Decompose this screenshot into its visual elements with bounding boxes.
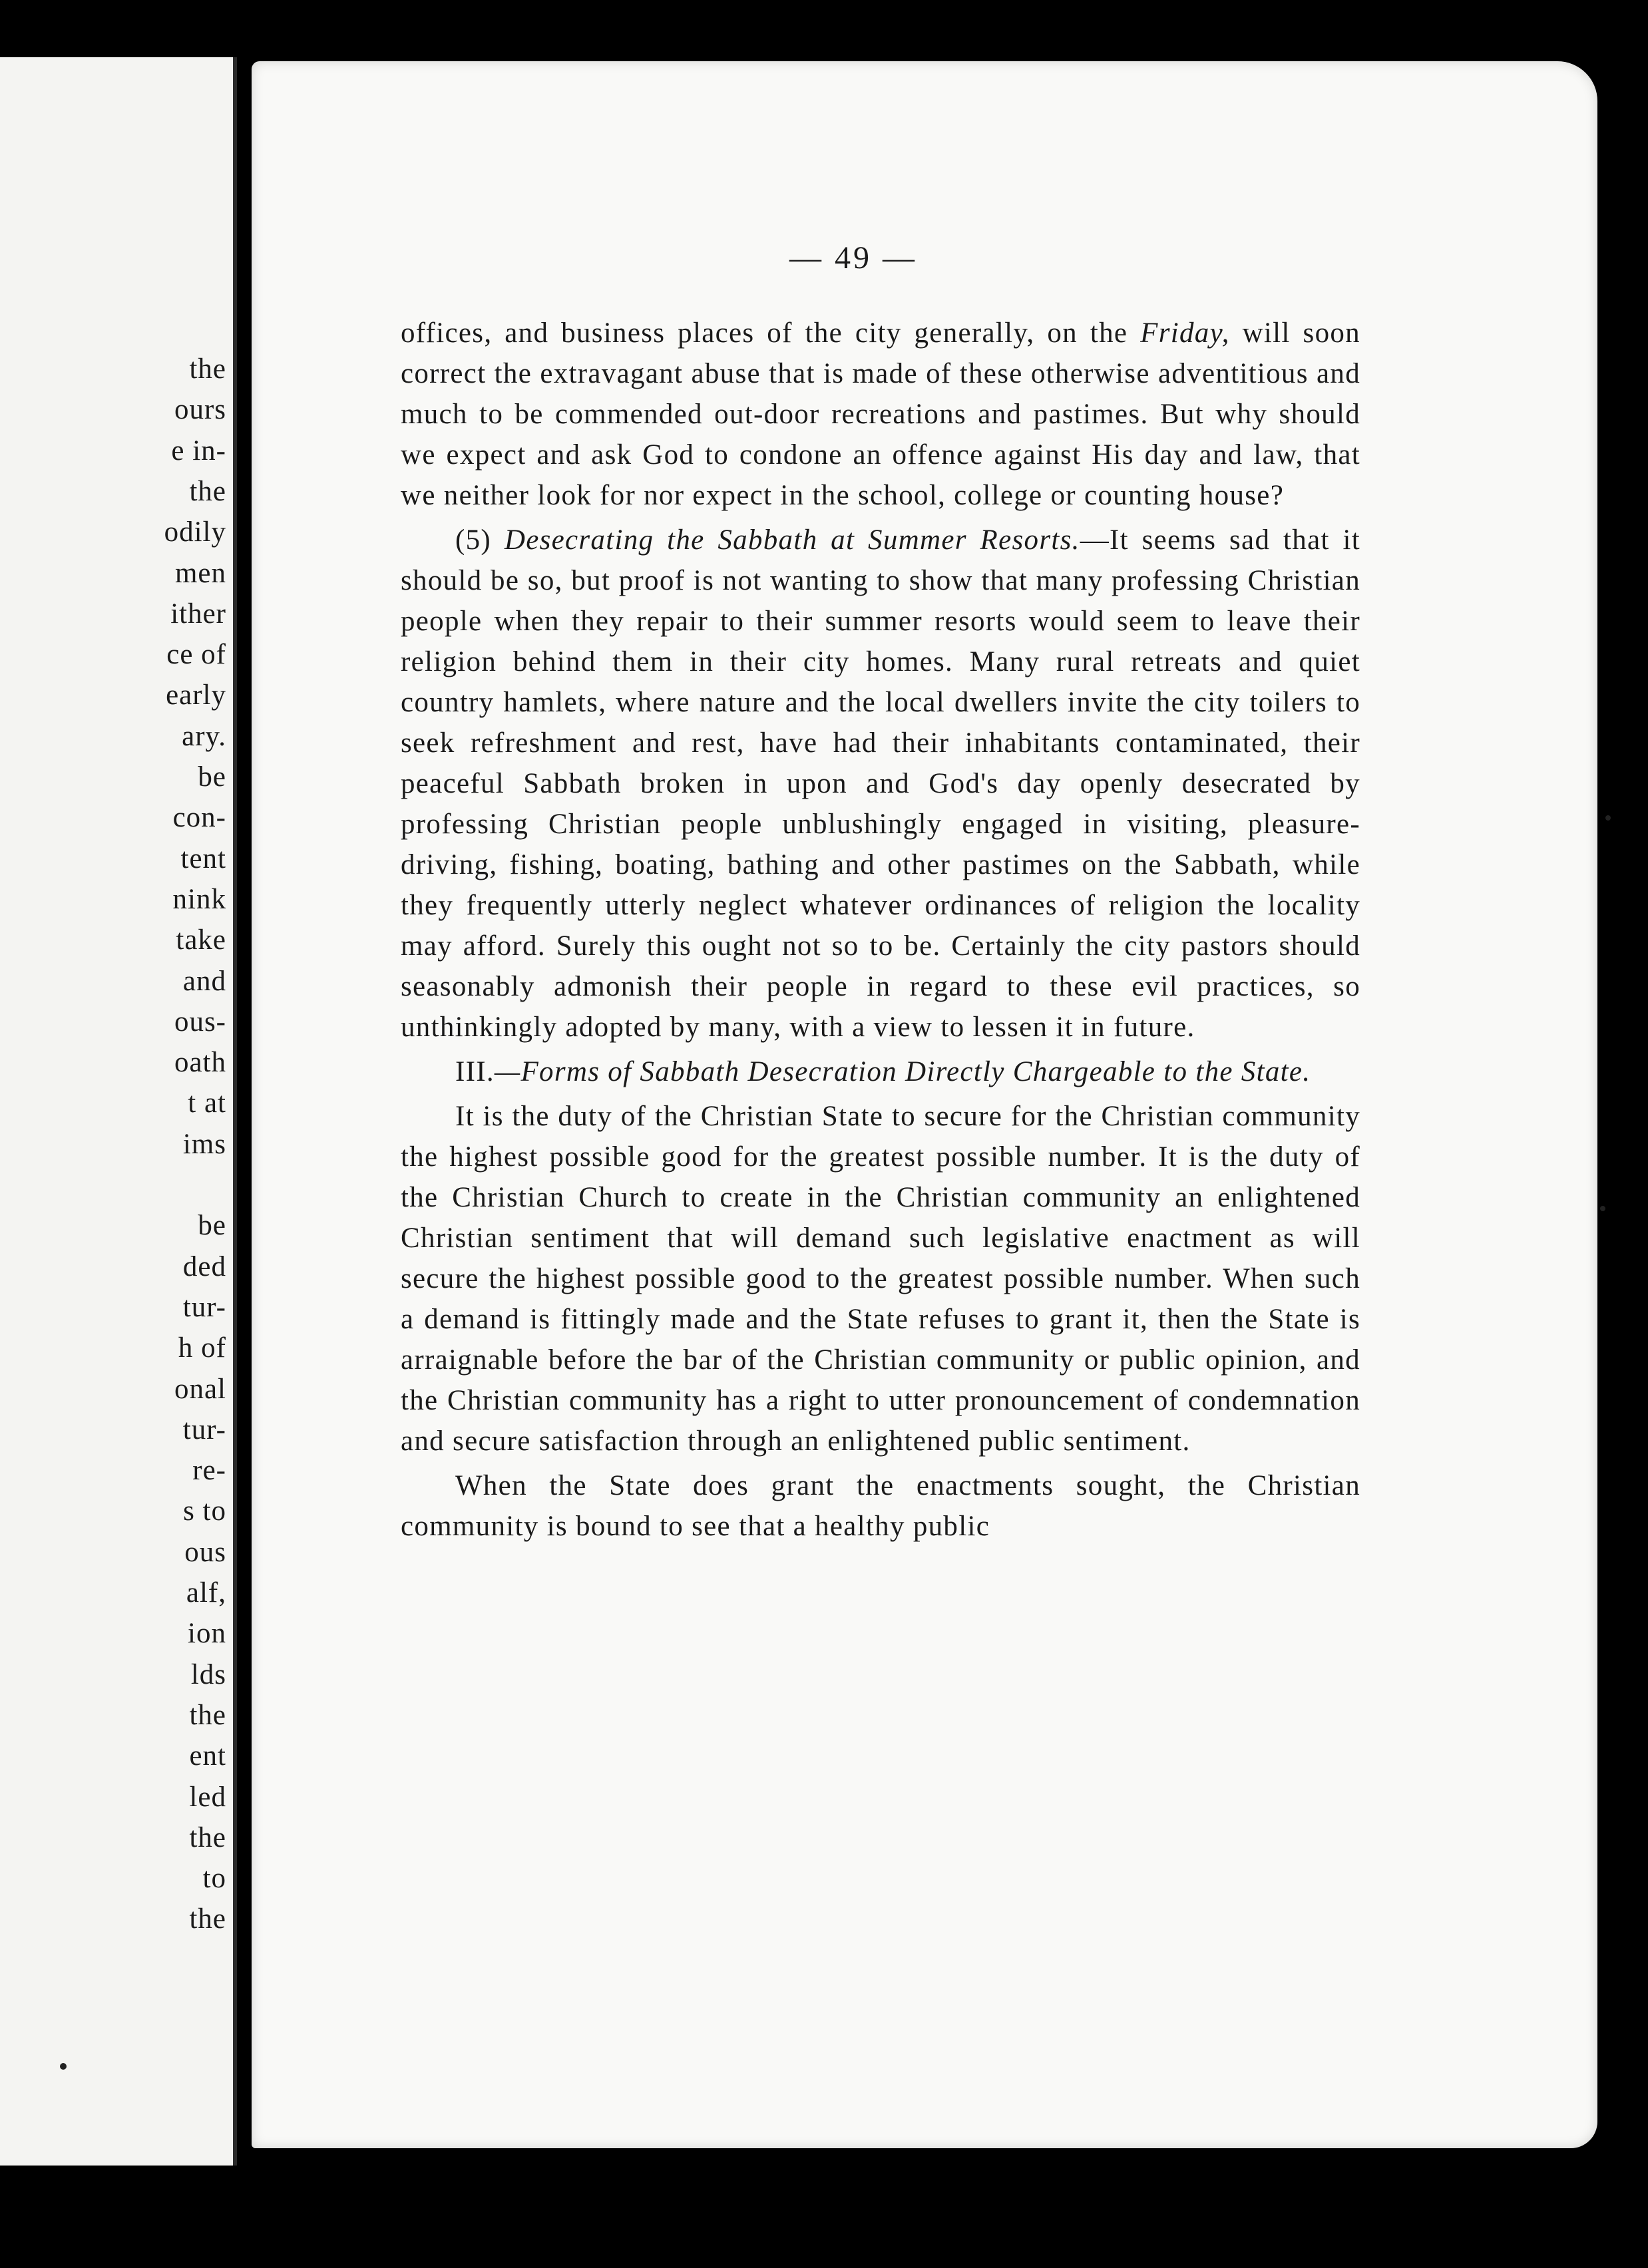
left-text-fragment: and [182,965,226,997]
left-text-fragment: odily [164,516,226,548]
left-text-fragment: t at [188,1087,226,1119]
left-text-fragment: ary. [182,720,226,752]
left-text-fragment: ims [182,1128,226,1160]
left-text-fragment: s to [183,1495,226,1527]
left-facing-page [0,57,237,2166]
left-text-fragment: the [189,1821,226,1853]
left-text-fragment: early [166,679,226,711]
left-text-fragment: tent [180,843,226,874]
left-text-fragment: tur- [182,1414,226,1445]
left-text-fragment: ion [188,1618,226,1650]
paragraph-continuation: offices, and business places of the city generally, on the Friday, will soon correct the extravagant abuse that is made of these otherwise adventitious and much to be commended out-door recreations and pastimes. But why should we expect and ask God to condone an offence against His day and law, that we neither look for nor expect in the school, college or counting house? [401,317,1360,511]
paragraph-enactments: When the State does grant the enactments sought, the Christian community is bound to see that a healthy public [401,1470,1360,1542]
page-body [401,313,1360,1547]
left-text-fragment: e in- [171,435,226,467]
left-text-fragment: be [198,1210,226,1242]
left-text-fragment: onal [174,1373,226,1405]
scan-speck [1605,815,1611,821]
left-text-fragment: ent [189,1740,226,1772]
left-text-fragment: lds [190,1658,226,1690]
left-text-fragment: men [174,557,226,589]
section-heading: III.—Forms of Sabbath Desecration Directly Chargeable to the State. [455,1056,1311,1087]
left-text-fragment: h of [178,1332,226,1364]
left-text-fragment: take [176,924,226,956]
left-text-fragment: ous [184,1536,226,1568]
left-text-fragment: be [198,761,226,793]
paragraph-summer-resorts: (5) Desecrating the Sabbath at Summer Resorts.—It seems sad that it should be so, but proof is not wanting to show that many professing Christian people when they repair to their summer resorts would seem to leave their religion behind them in their city homes. Many rural retreats and quiet country hamlets, where nature and the local dwellers invite the city toilers to seek refreshment and rest, have had their inhabitants contaminated, their peaceful Sabbath broken in upon and God's day openly desecrated by professing Christian people unblushingly engaged in visiting, pleasure-driving, fishing, boating, bathing and other pastimes on the Sabbath, while they frequently utterly neglect whatever ordinances of religion the locality may afford. Surely this ought not so to be. Certainly the city pastors should seasonably admonish their people in regard to these evil practices, so unthinkingly adopted by many, with a view to lessen it in future. [401,524,1361,1043]
left-text-fragment: nink [172,883,226,915]
left-text-fragment: the [189,1903,226,1935]
left-text-fragment: the [189,1699,226,1731]
left-text-fragment: ded [182,1250,226,1282]
left-text-fragment: the [189,475,226,507]
scan-speck [1600,1206,1605,1211]
left-text-fragment: alf, [186,1577,226,1608]
left-text-fragment: ous- [174,1006,226,1038]
left-text-fragment: ither [170,598,226,630]
left-text-fragment: con- [172,802,226,834]
left-text-fragment: ours [174,394,226,426]
paragraph-duty-of-state: It is the duty of the Christian State to secure for the Christian community the highest possible good for the greatest possible number. It is the duty of the Christian Church to create in the Christian community an enlightened Christian sentiment that will demand such legislative enactment as will secure the highest possible good to the greatest possible number. When such a demand is fittingly made and the State refuses to grant it, then the State is arraignable before the bar of the Christian community or public opinion, and the Christian community has a right to utter pronouncement of condemnation and secure satisfaction through an enlightened public sentiment. [401,1101,1360,1457]
left-text-fragment: re- [192,1455,226,1487]
left-text-fragment: ce of [166,639,226,671]
page-number: — 49 — [789,240,917,276]
left-text-fragment: the [189,353,226,385]
left-text-fragment: led [189,1781,226,1813]
left-text-fragment: to [202,1863,226,1895]
scan-speck [60,2063,67,2070]
left-text-fragment: oath [174,1047,226,1079]
left-text-fragment: tur- [182,1291,226,1323]
